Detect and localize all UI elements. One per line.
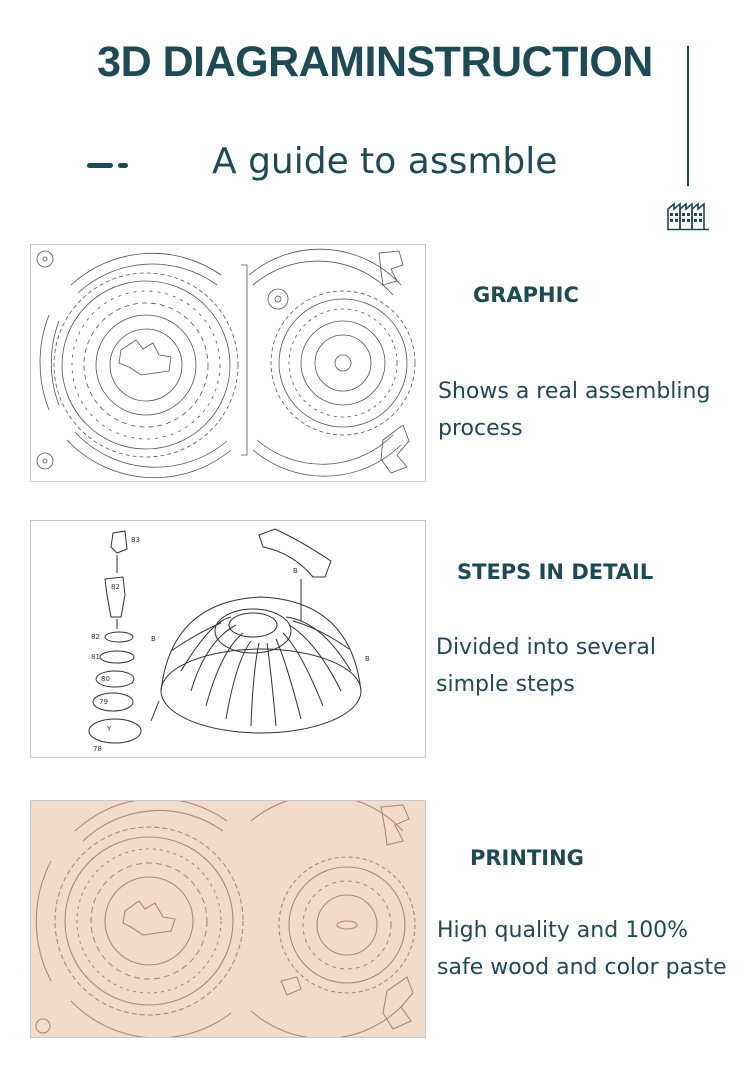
header-divider (687, 46, 689, 186)
printing-image-panel (30, 800, 426, 1038)
page-title: 3D DIAGRAMINSTRUCTION (97, 38, 653, 86)
wood-sheet-photo (31, 801, 425, 1037)
part-label: 79 (99, 698, 108, 706)
assembly-diagram (31, 521, 425, 757)
desc-line: Divided into several (436, 635, 656, 660)
gear-parts-drawing (31, 245, 425, 481)
part-label: B (151, 635, 156, 643)
part-label: 78 (93, 745, 102, 753)
desc-line: simple steps (436, 672, 575, 697)
part-label: 83 (131, 536, 140, 544)
part-label: 81 (91, 653, 100, 661)
part-label: Y (107, 725, 112, 733)
part-label: 80 (101, 675, 110, 683)
page-subtitle: A guide to assmble (212, 141, 558, 182)
desc-line: Shows a real assembling (438, 379, 711, 404)
section-heading-printing: PRINTING (470, 846, 584, 870)
desc-line: process (438, 416, 523, 441)
desc-line: High quality and 100% (437, 918, 689, 943)
steps-image-panel (30, 520, 426, 758)
section-heading-graphic: GRAPHIC (473, 283, 579, 307)
dash-icon (87, 163, 113, 168)
dash-icon-dot (118, 163, 128, 168)
part-label: 82 (111, 583, 120, 591)
part-label: B (293, 567, 298, 575)
factory-icon (666, 199, 710, 231)
part-label: B (365, 655, 370, 663)
section-desc-graphic (438, 373, 710, 447)
part-label: 82 (91, 633, 100, 641)
desc-line: safe wood and color paste (437, 955, 727, 980)
graphic-image-panel (30, 244, 426, 482)
section-heading-steps: STEPS IN DETAIL (457, 560, 654, 584)
section-desc-steps (436, 629, 656, 703)
section-desc-printing (437, 912, 727, 986)
